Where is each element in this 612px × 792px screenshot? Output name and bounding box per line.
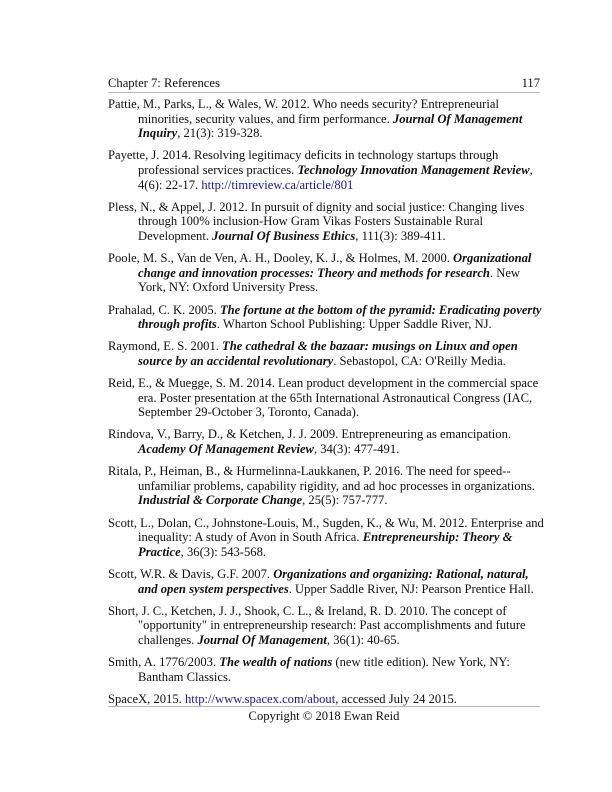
reference-source-title: Journal Of Management Inquiry — [138, 111, 523, 141]
reference-entry — [108, 339, 548, 368]
reference-text: SpaceX, 2015. — [108, 691, 185, 706]
reference-details: , 36(1): 40-65. — [326, 632, 400, 647]
reference-entry — [108, 655, 548, 684]
reference-text: Scott, L., Dolan, C., Johnstone-Louis, M., Sugden, K., & Wu, M. 2012. Enterprise and inequality: A study of Avon in South Africa. — [108, 515, 544, 545]
reference-source-title: Journal Of Management — [197, 632, 327, 647]
reference-details: . New York, NY: Oxford University Press. — [138, 265, 521, 295]
reference-source-title: The wealth of nations — [219, 655, 333, 670]
reference-entry — [108, 303, 548, 332]
reference-text: Pattie, M., Parks, L., & Wales, W. 2012. Who needs security? Entrepreneurial minorities, security values, and firm performance. — [108, 97, 499, 126]
reference-entry — [108, 427, 548, 456]
reference-entry — [108, 692, 548, 707]
page-header — [108, 73, 540, 91]
chapter-title: Chapter 7: References — [108, 76, 220, 90]
reference-details: , 25(5): 757-777. — [302, 493, 388, 508]
reference-text: Scott, W.R. & Davis, G.F. 2007. — [108, 566, 274, 581]
reference-text: Raymond, E. S. 2001. — [108, 339, 223, 354]
reference-entry — [108, 604, 548, 648]
reference-entry — [108, 251, 548, 295]
reference-source-title: Technology Innovation Management Review — [297, 162, 530, 177]
reference-text: Pless, N., & Appel, J. 2012. In pursuit of dignity and social justice: Changing lives through 100% inclusion-How Gram Vikas Fosters Sustainable Rural Development. — [108, 199, 525, 243]
reference-entry — [108, 148, 548, 192]
reference-entry — [108, 97, 548, 141]
reference-details: . Wharton School Publishing: Upper Saddle River, NJ. — [216, 317, 492, 332]
reference-text: Rindova, V., Barry, D., & Ketchen, J. J. 2009. Entrepreneuring as emancipation. — [108, 427, 512, 442]
reference-details: , 34(3): 477-491. — [313, 442, 400, 457]
reference-text: Poole, M. S., Van de Ven, A. H., Dooley, K. J., & Holmes, M. 2000. — [108, 251, 454, 266]
reference-text: Prahalad, C. K. 2005. — [108, 302, 220, 317]
reference-details: , 4(6): 22-17. — [138, 162, 533, 192]
reference-link[interactable]: http://timreview.ca/article/801 — [201, 177, 354, 192]
reference-text: Reid, E., & Muegge, S. M. 2014. Lean product development in the commercial space era. Poster presentation at the 65th International Astronautical Congress (IAC, September 29-October 3, Toronto, Canada). — [108, 376, 539, 420]
reference-source-title: Organizational change and innovation processes: Theory and methods for research — [138, 251, 532, 280]
reference-list — [108, 97, 548, 714]
reference-text: Short, J. C., Ketchen, J. J., Shook, C. L., & Ireland, R. D. 2010. The concept of "opportunity" in entrepreneurship research: Past accomplishments and future challenges. — [108, 603, 526, 647]
page-number: 117 — [521, 76, 540, 90]
reference-entry — [108, 464, 548, 508]
reference-source-title: Journal Of Business Ethics — [212, 228, 356, 243]
reference-source-title: Organizations and organizing: Rational, natural, and open system perspectives — [138, 566, 529, 596]
reference-text: Ritala, P., Heiman, B., & Hurmelinna-Laukkanen, P. 2016. The need for speed--unfamiliar problems, capability rigidity, and ad hoc processes in organizations. — [108, 464, 535, 493]
reference-source-title: The fortune at the bottom of the pyramid: Eradicating poverty through profits — [138, 302, 542, 332]
footer-divider — [108, 706, 540, 707]
reference-entry — [108, 376, 548, 420]
reference-text: Smith, A. 1776/2003. — [108, 655, 220, 670]
reference-details: . Upper Saddle River, NJ: Pearson Prentice Hall. — [288, 581, 534, 596]
reference-details: , 111(3): 389-411. — [355, 228, 446, 243]
reference-details: , 36(3): 543-568. — [180, 544, 267, 559]
page-footer — [108, 709, 540, 724]
reference-source-title: Industrial & Corporate Change — [138, 493, 303, 508]
reference-link[interactable]: http://www.spacex.com/about — [184, 691, 336, 706]
reference-source-title: Entrepreneurship: Theory & Practice — [138, 530, 513, 559]
reference-entry — [108, 200, 548, 244]
reference-entry — [108, 567, 548, 596]
reference-tail: , accessed July 24 2015. — [335, 691, 457, 706]
reference-text: Payette, J. 2014. Resolving legitimacy deficits in technology startups through professional services practices. — [108, 148, 499, 177]
reference-entry — [108, 516, 548, 560]
reference-source-title: The cathedral & the bazaar: musings on Linux and open source by an accidental revolutionary — [138, 339, 518, 368]
header-divider — [108, 92, 540, 93]
reference-details: , 21(3): 319-328. — [177, 126, 263, 141]
reference-details: (new title edition). New York, NY: Bantham Classics. — [138, 655, 510, 684]
reference-details: . Sebastopol, CA: O'Reilly Media. — [333, 353, 506, 368]
reference-source-title: Academy Of Management Review — [138, 442, 314, 457]
copyright-notice: Copyright © 2018 Ewan Reid — [248, 709, 400, 723]
